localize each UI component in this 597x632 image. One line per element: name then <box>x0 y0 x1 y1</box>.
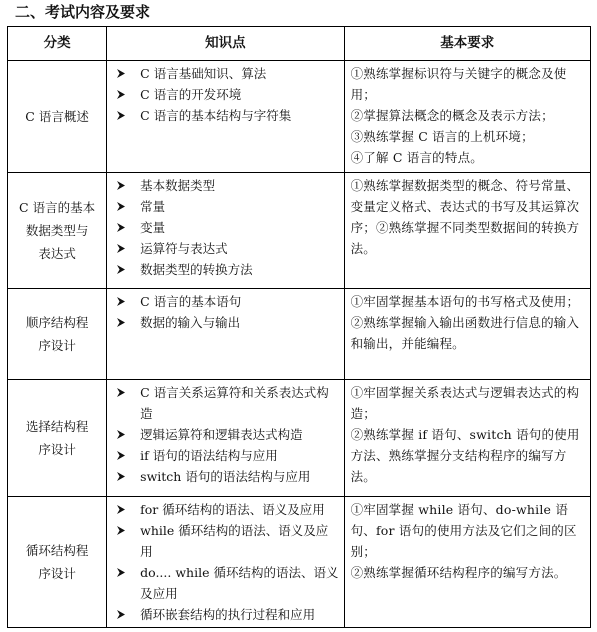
category-label: 序设计 <box>38 566 76 581</box>
list-item <box>115 445 339 466</box>
knowledge-point-list <box>115 175 339 280</box>
category-cell <box>8 380 107 497</box>
list-item <box>115 604 339 625</box>
category-label: 顺序结构程 <box>25 315 89 330</box>
category-cell <box>8 497 107 628</box>
knowledge-point-text: 常量 <box>140 199 166 214</box>
knowledge-point-text: 运算符与表达式 <box>140 241 228 256</box>
knowledge-points-cell <box>107 173 344 289</box>
knowledge-points-cell <box>107 289 344 380</box>
requirement-text: ①熟练掌握数据类型的概念、符号常量、变量定义格式、表达式的书写及其运算次序；②熟练掌握不同类型数据间的转换方法。 <box>350 178 580 256</box>
knowledge-points-cell <box>107 497 344 628</box>
knowledge-point-text: 数据的输入与输出 <box>140 315 241 330</box>
knowledge-point-text: 数据类型的转换方法 <box>140 262 253 277</box>
knowledge-point-list <box>115 291 339 333</box>
knowledge-point-text: C 语言关系运算符和关系表达式构造 <box>140 385 329 421</box>
knowledge-point-text: 基本数据类型 <box>140 178 216 193</box>
list-item <box>115 291 339 312</box>
requirements-cell <box>344 61 590 173</box>
requirement-text: ①牢固掌握 while 语句、do-while 语句、for 语句的使用方法及它们之间的区别； <box>350 502 577 559</box>
category-label: 表达式 <box>38 246 76 261</box>
list-item <box>115 238 339 259</box>
category-label: 选择结构程 <box>25 419 89 434</box>
knowledge-points-cell <box>107 61 344 173</box>
knowledge-point-list <box>115 382 339 487</box>
list-item <box>115 196 339 217</box>
requirement-text: ②掌握算法概念的概念及表示方法； <box>350 108 554 123</box>
category-cell <box>8 61 107 173</box>
knowledge-point-text: C 语言的开发环境 <box>140 87 242 102</box>
knowledge-point-list <box>115 499 339 625</box>
category-cell <box>8 289 107 380</box>
list-item <box>115 217 339 238</box>
arrow-bullet-icon <box>115 520 129 548</box>
requirement-text: ③熟练掌握 C 语言的上机环境； <box>350 129 534 144</box>
requirement-text: ②熟练掌握循环结构程序的编写方法。 <box>350 565 567 580</box>
category-label: C 语言的基本 <box>19 200 96 215</box>
list-item <box>115 105 339 126</box>
category-label: 序设计 <box>38 338 76 353</box>
list-item <box>115 466 339 487</box>
table-row <box>8 380 591 497</box>
requirements-cell <box>344 173 590 289</box>
knowledge-points-cell <box>107 380 344 497</box>
list-item <box>115 520 339 562</box>
knowledge-point-text: 逻辑运算符和逻辑表达式构造 <box>140 427 303 442</box>
knowledge-point-text: for 循环结构的语法、语义及应用 <box>140 502 325 517</box>
arrow-bullet-icon <box>115 312 129 340</box>
knowledge-point-text: while 循环结构的语法、语义及应用 <box>140 523 329 559</box>
table-header-row <box>8 27 591 61</box>
requirement-text: ①牢固掌握关系表达式与逻辑表达式的构造； <box>350 385 580 421</box>
requirement-text: ①牢固掌握基本语句的书写格式及使用； <box>350 294 580 309</box>
header-knowledge-points: 知识点 <box>107 27 344 61</box>
category-label: 循环结构程 <box>25 543 89 558</box>
knowledge-point-text: switch 语句的语法结构与应用 <box>140 469 311 484</box>
knowledge-point-text: 变量 <box>140 220 166 235</box>
requirements-cell <box>344 289 590 380</box>
list-item <box>115 175 339 196</box>
arrow-bullet-icon <box>115 105 129 133</box>
section-title: 二、考试内容及要求 <box>15 3 151 21</box>
list-item <box>115 562 339 604</box>
requirements-cell <box>344 497 590 628</box>
list-item <box>115 382 339 424</box>
list-item <box>115 312 339 333</box>
knowledge-point-text: C 语言的基本语句 <box>140 294 242 309</box>
list-item <box>115 499 339 520</box>
header-category: 分类 <box>8 27 107 61</box>
category-label: C 语言概述 <box>25 109 89 124</box>
requirement-text: ④了解 C 语言的特点。 <box>350 150 483 165</box>
knowledge-point-list <box>115 63 339 126</box>
table-row <box>8 289 591 380</box>
knowledge-point-text: if 语句的语法结构与应用 <box>140 448 278 463</box>
category-label: 序设计 <box>38 442 76 457</box>
table-row <box>8 173 591 289</box>
knowledge-point-text: 循环嵌套结构的执行过程和应用 <box>140 607 316 622</box>
knowledge-point-text: C 语言基础知识、算法 <box>140 66 267 81</box>
list-item <box>115 84 339 105</box>
list-item <box>115 63 339 84</box>
requirement-text: ②熟练掌握 if 语句、switch 语句的使用方法、熟练掌握分支结构程序的编写方法。 <box>350 427 580 484</box>
category-cell <box>8 173 107 289</box>
arrow-bullet-icon <box>115 562 129 590</box>
knowledge-point-text: C 语言的基本结构与字符集 <box>140 108 292 123</box>
requirements-cell <box>344 380 590 497</box>
table-row <box>8 497 591 628</box>
arrow-bullet-icon <box>115 382 129 410</box>
exam-content-table <box>7 26 591 628</box>
requirement-text: ①熟练掌握标识符与关键字的概念及使用； <box>350 66 567 102</box>
table-row <box>8 61 591 173</box>
header-basic-requirements: 基本要求 <box>344 27 590 61</box>
knowledge-point-text: do.... while 循环结构的语法、语义及应用 <box>140 565 339 601</box>
list-item <box>115 424 339 445</box>
category-label: 数据类型与 <box>25 223 89 238</box>
arrow-bullet-icon <box>115 466 129 494</box>
list-item <box>115 259 339 280</box>
arrow-bullet-icon <box>115 259 129 287</box>
requirement-text: ②熟练掌握输入输出函数进行信息的输入和输出，并能编程。 <box>350 315 580 351</box>
